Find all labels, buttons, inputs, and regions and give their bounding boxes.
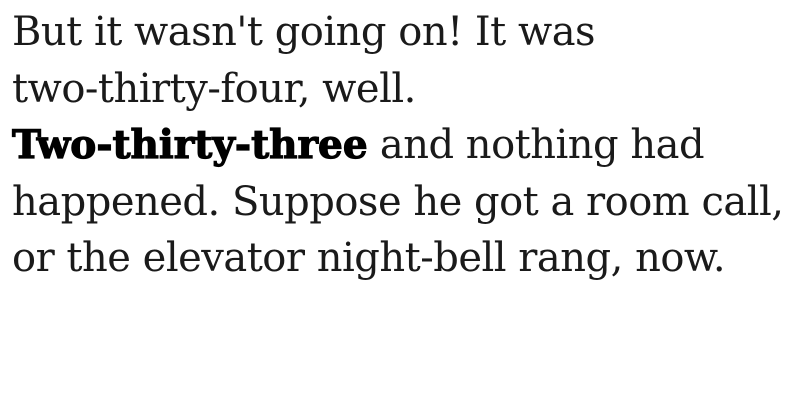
line-2: two-thirty-four, well. — [12, 65, 416, 112]
line-1: But it wasn't going on! It was — [12, 9, 596, 55]
line-3 — [12, 117, 792, 174]
text-passage — [12, 4, 792, 287]
line-5: or the elevator night-bell rang, now. — [12, 235, 726, 281]
bold-phrase: Two-thirty-three — [12, 122, 368, 168]
line-4: happened. Suppose he got a room call, — [12, 178, 784, 225]
line-3-rest: and nothing had — [367, 122, 705, 168]
